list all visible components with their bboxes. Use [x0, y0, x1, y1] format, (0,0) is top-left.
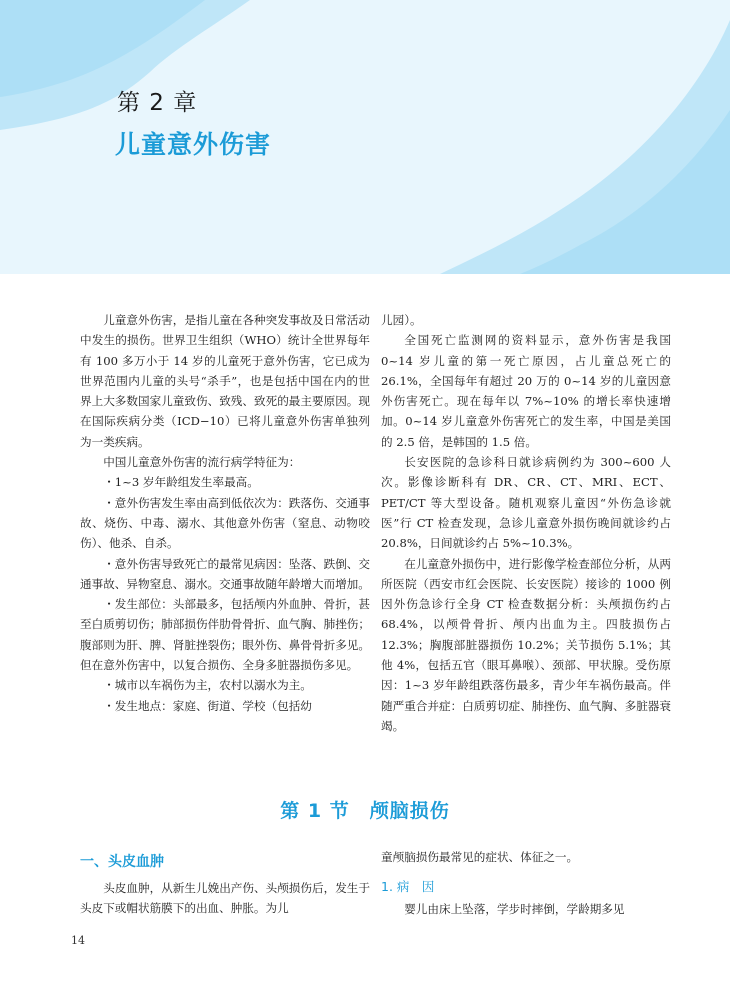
- continuation-text: 童颅脑损伤最常见的症状、体征之一。: [381, 850, 579, 864]
- section-title: 颅脑损伤: [369, 800, 450, 822]
- cause-heading: 1. 病 因: [381, 879, 435, 894]
- cause-text: [381, 899, 671, 919]
- epidemiology-intro: 中国儿童意外伤害的流行病学特征为：: [103, 455, 301, 470]
- intro-paragraph: 儿童意外伤害，是指儿童在各种突发事故及日常活动中发生的损伤。世界卫生组织（WHO）统计全世界每年有 100 多万小于 14 岁的儿童死于意外伤害，它已成为世界范围内儿童的头号“杀手”，也是包括中国在内的世界上大多数国家儿童致伤、致残、致死的最主要原因。现在国际疾病分类（ICD−10）已将儿童意外伤害单独列为一类疾病。: [80, 313, 370, 449]
- wave-decoration: [0, 0, 730, 274]
- imaging-paragraph: 在儿童意外损伤中，进行影像学检查部位分析，从两所医院（西安市红会医院、长安医院）接诊的 1000 例因外伤急诊行全身 CT 检查数据分析：头颅损伤约占 68.4%，以颅骨骨折、颅内出血为主。四肢损伤占 12.3%；胸腹部脏器损伤 10.2%；关节损伤 5.1%；其他 4%，包括五官（眼耳鼻喉）、颈部、甲状腺。受伤原因：1~3 岁年龄组跌落伤最多，青少年车祸伤最高。伴随严重合并症：白质剪切症、肺挫伤、血气胸、多脏器衰竭。: [381, 556, 671, 733]
- subsection-right-continuation: [381, 847, 671, 867]
- section-heading: [0, 796, 730, 823]
- bullet-item: ・发生部位：头部最多，包括颅内外血肿、骨折，甚至白质剪切伤；肺部损伤伴肋骨骨折、血气胸、肺挫伤；腹部则为肝、脾、肾脏挫裂伤；眼外伤、鼻骨骨折多见。但在意外伤害中，以复合损伤、全身多脏器损伤多见。: [80, 597, 370, 673]
- right-column: [381, 310, 671, 736]
- bullet-item: ・1~3 岁年龄组发生率最高。: [103, 475, 259, 490]
- chapter-header-background: [0, 0, 730, 274]
- subsection-left-text: [80, 878, 370, 919]
- section-number: 第 1 节: [280, 800, 350, 822]
- subsection-heading: 一、头皮血肿: [80, 854, 164, 870]
- bullet-item: ・城市以车祸伤为主，农村以溺水为主。: [103, 678, 312, 693]
- mortality-paragraph: 全国死亡监测网的资料显示，意外伤害是我国 0~14 岁儿童的第一死亡原因，占儿童总死亡的 26.1%，全国每年有超过 20 万的 0~14 岁的儿童因意外伤害死亡。现在每年以 7%~10% 的增长率快速增加。0~14 岁儿童意外伤害死亡的发生率，中国是美国的 2.5 倍，是韩国的 1.5 倍。: [381, 333, 671, 449]
- hospital-paragraph: 长安医院的急诊科日就诊病例约为 300~600 人次。影像诊断科有 DR、CR、CT、MRI、ECT、PET/CT 等大型设备。随机观察儿童因“外伤急诊就医”行 CT 检查发现，急诊儿童意外损伤晚间就诊约占 20.8%，日间就诊约占 5%~10.3%。: [381, 455, 671, 551]
- chapter-number: 第 2 章: [117, 90, 198, 116]
- page-number: 14: [71, 934, 85, 947]
- bullet-item: ・意外伤害导致死亡的最常见病因：坠落、跌倒、交通事故、异物窒息、溺水。交通事故随年龄增大而增加。: [80, 556, 370, 591]
- bullet-item: ・发生地点：家庭、街道、学校（包括幼: [103, 698, 312, 713]
- chapter-title: 儿童意外伤害: [115, 130, 272, 159]
- continuation-text: 儿园）。: [381, 313, 422, 327]
- bullet-item: ・意外伤害发生率由高到低依次为：跌落伤、交通事故、烧伤、中毒、溺水、其他意外伤害（窒息、动物咬伤）、他杀、自杀。: [80, 495, 370, 551]
- cause-paragraph: 婴儿由床上坠落，学步时摔倒，学龄期多见: [404, 902, 625, 916]
- scalp-hematoma-paragraph: 头皮血肿，从新生儿娩出产伤、头颅损伤后，发生于头皮下或帽状筋膜下的出血、肿胀。为儿: [80, 881, 370, 916]
- left-column: [80, 310, 370, 716]
